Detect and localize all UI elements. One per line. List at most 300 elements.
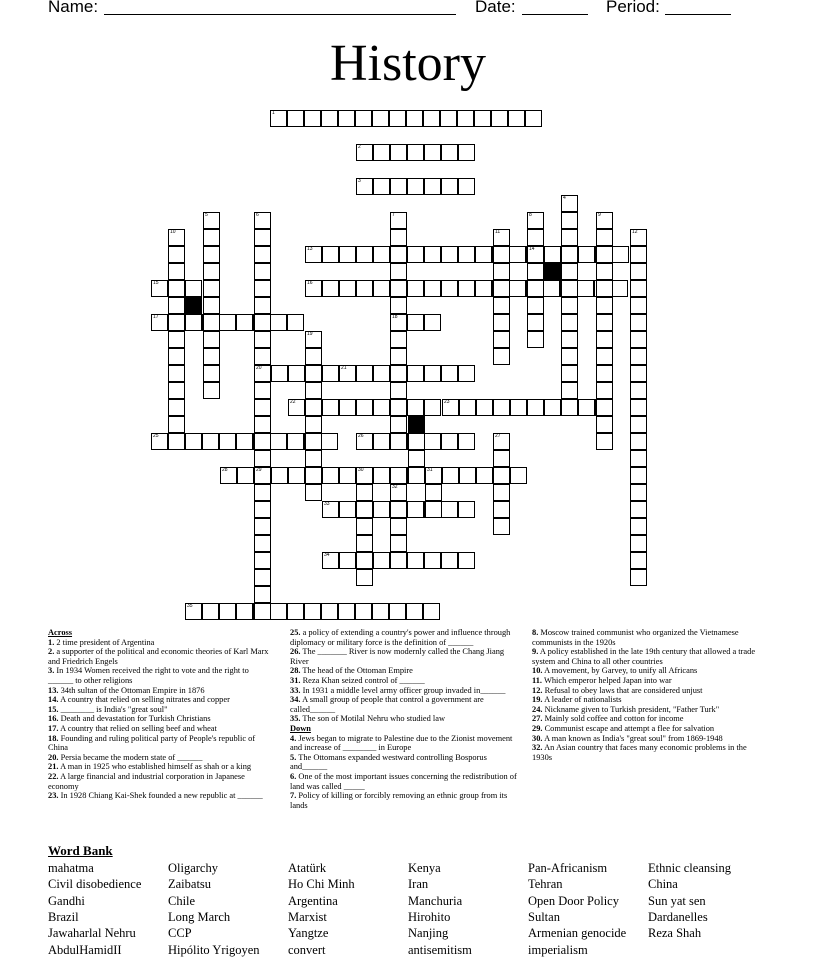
crossword-cell[interactable] (254, 348, 271, 365)
crossword-cell[interactable] (458, 280, 475, 297)
crossword-cell[interactable] (493, 331, 510, 348)
crossword-cell[interactable] (630, 552, 647, 569)
crossword-cell[interactable] (425, 484, 442, 501)
crossword-cell[interactable] (630, 297, 647, 314)
crossword-cell[interactable] (203, 229, 220, 246)
crossword-cell[interactable] (202, 603, 219, 620)
crossword-cell[interactable] (356, 433, 373, 450)
crossword-cell[interactable] (578, 399, 595, 416)
crossword-cell[interactable] (630, 399, 647, 416)
crossword-cell[interactable] (356, 535, 373, 552)
crossword-cell[interactable] (390, 416, 407, 433)
crossword-cell[interactable] (390, 144, 407, 161)
crossword-cell[interactable] (168, 280, 185, 297)
crossword-cell[interactable] (630, 535, 647, 552)
crossword-cell[interactable] (168, 416, 185, 433)
crossword-cell[interactable] (203, 382, 220, 399)
crossword-cell[interactable] (287, 433, 304, 450)
crossword-cell[interactable] (527, 280, 544, 297)
crossword-cell[interactable] (338, 603, 355, 620)
crossword-cell[interactable] (408, 433, 425, 450)
crossword-cell[interactable] (219, 603, 236, 620)
crossword-cell[interactable] (458, 178, 475, 195)
crossword-cell[interactable] (476, 399, 493, 416)
crossword-cell[interactable] (493, 263, 510, 280)
crossword-cell[interactable] (425, 467, 442, 484)
crossword-cell[interactable] (203, 212, 220, 229)
crossword-cell[interactable] (527, 297, 544, 314)
crossword-cell[interactable] (203, 365, 220, 382)
crossword-cell[interactable] (389, 110, 406, 127)
crossword-cell[interactable] (168, 297, 185, 314)
crossword-cell[interactable] (493, 280, 510, 297)
crossword-cell[interactable] (491, 110, 508, 127)
crossword-cell[interactable] (390, 365, 407, 382)
crossword-cell[interactable] (356, 246, 373, 263)
crossword-cell[interactable] (441, 178, 458, 195)
crossword-cell[interactable] (509, 246, 526, 263)
crossword-cell[interactable] (389, 603, 406, 620)
crossword-cell[interactable] (151, 314, 168, 331)
crossword-cell[interactable] (424, 246, 441, 263)
crossword-cell[interactable] (510, 399, 527, 416)
crossword-cell[interactable] (561, 399, 578, 416)
crossword-cell[interactable] (561, 263, 578, 280)
crossword-cell[interactable] (561, 229, 578, 246)
crossword-cell[interactable] (355, 603, 372, 620)
crossword-cell[interactable] (339, 365, 356, 382)
crossword-cell[interactable] (407, 280, 424, 297)
crossword-cell[interactable] (168, 399, 185, 416)
crossword-cell[interactable] (356, 501, 373, 518)
crossword-cell[interactable] (424, 433, 441, 450)
crossword-cell[interactable] (474, 110, 491, 127)
crossword-cell[interactable] (596, 280, 613, 297)
crossword-cell[interactable] (406, 110, 423, 127)
crossword-cell[interactable] (390, 263, 407, 280)
crossword-cell[interactable] (339, 467, 356, 484)
crossword-cell[interactable] (544, 246, 561, 263)
crossword-cell[interactable] (373, 501, 390, 518)
crossword-cell[interactable] (458, 246, 475, 263)
crossword-cell[interactable] (425, 501, 442, 518)
crossword-cell[interactable] (338, 110, 355, 127)
crossword-cell[interactable] (441, 433, 458, 450)
crossword-cell[interactable] (475, 246, 492, 263)
crossword-cell[interactable] (270, 314, 287, 331)
crossword-cell[interactable] (254, 246, 271, 263)
crossword-cell[interactable] (254, 484, 271, 501)
crossword-cell[interactable] (288, 399, 305, 416)
crossword-cell[interactable] (236, 314, 253, 331)
crossword-cell[interactable] (630, 484, 647, 501)
crossword-cell[interactable] (254, 382, 271, 399)
crossword-cell[interactable] (254, 518, 271, 535)
crossword-cell[interactable] (372, 110, 389, 127)
crossword-cell[interactable] (424, 552, 441, 569)
crossword-cell[interactable] (630, 314, 647, 331)
crossword-cell[interactable] (441, 552, 458, 569)
crossword-cell[interactable] (390, 535, 407, 552)
crossword-cell[interactable] (390, 484, 407, 501)
crossword-cell[interactable] (270, 433, 287, 450)
crossword-cell[interactable] (630, 365, 647, 382)
crossword-cell[interactable] (407, 246, 424, 263)
crossword-cell[interactable] (493, 348, 510, 365)
crossword-cell[interactable] (561, 246, 578, 263)
crossword-cell[interactable] (372, 603, 389, 620)
crossword-cell[interactable] (476, 467, 493, 484)
crossword-cell[interactable] (407, 399, 424, 416)
crossword-cell[interactable] (356, 569, 373, 586)
crossword-cell[interactable] (254, 399, 271, 416)
crossword-cell[interactable] (373, 144, 390, 161)
crossword-cell[interactable] (527, 246, 544, 263)
crossword-cell[interactable] (254, 212, 271, 229)
crossword-cell[interactable] (458, 433, 475, 450)
crossword-cell[interactable] (561, 331, 578, 348)
crossword-cell[interactable] (168, 314, 185, 331)
crossword-cell[interactable] (390, 229, 407, 246)
crossword-cell[interactable] (254, 467, 271, 484)
crossword-cell[interactable] (254, 450, 271, 467)
crossword-cell[interactable] (408, 450, 425, 467)
crossword-cell[interactable] (185, 433, 202, 450)
crossword-cell[interactable] (424, 399, 441, 416)
crossword-cell[interactable] (373, 365, 390, 382)
crossword-cell[interactable] (527, 331, 544, 348)
crossword-cell[interactable] (168, 365, 185, 382)
crossword-cell[interactable] (596, 314, 613, 331)
crossword-cell[interactable] (203, 280, 220, 297)
crossword-cell[interactable] (390, 348, 407, 365)
crossword-cell[interactable] (373, 246, 390, 263)
crossword-cell[interactable] (630, 569, 647, 586)
crossword-cell[interactable] (630, 382, 647, 399)
crossword-cell[interactable] (527, 229, 544, 246)
crossword-cell[interactable] (441, 144, 458, 161)
crossword-cell[interactable] (185, 280, 202, 297)
crossword-cell[interactable] (254, 603, 271, 620)
crossword-cell[interactable] (373, 399, 390, 416)
crossword-cell[interactable] (168, 263, 185, 280)
crossword-cell[interactable] (407, 314, 424, 331)
crossword-cell[interactable] (596, 348, 613, 365)
crossword-cell[interactable] (611, 280, 628, 297)
crossword-cell[interactable] (441, 501, 458, 518)
crossword-cell[interactable] (355, 110, 372, 127)
crossword-cell[interactable] (390, 399, 407, 416)
crossword-cell[interactable] (508, 110, 525, 127)
crossword-cell[interactable] (596, 382, 613, 399)
crossword-cell[interactable] (322, 365, 339, 382)
crossword-cell[interactable] (185, 314, 202, 331)
crossword-cell[interactable] (254, 586, 271, 603)
crossword-cell[interactable] (373, 433, 390, 450)
crossword-cell[interactable] (630, 467, 647, 484)
crossword-cell[interactable] (424, 178, 441, 195)
crossword-cell[interactable] (493, 450, 510, 467)
crossword-cell[interactable] (219, 433, 236, 450)
crossword-cell[interactable] (424, 365, 441, 382)
crossword-cell[interactable] (236, 603, 253, 620)
crossword-cell[interactable] (339, 280, 356, 297)
crossword-cell[interactable] (577, 280, 594, 297)
crossword-cell[interactable] (373, 467, 390, 484)
crossword-cell[interactable] (561, 365, 578, 382)
crossword-cell[interactable] (407, 501, 424, 518)
crossword-cell[interactable] (185, 603, 202, 620)
crossword-cell[interactable] (596, 229, 613, 246)
crossword-cell[interactable] (527, 263, 544, 280)
crossword-cell[interactable] (407, 178, 424, 195)
crossword-cell[interactable] (493, 467, 510, 484)
crossword-cell[interactable] (305, 450, 322, 467)
crossword-cell[interactable] (561, 297, 578, 314)
crossword-cell[interactable] (390, 382, 407, 399)
crossword-cell[interactable] (321, 110, 338, 127)
crossword-cell[interactable] (304, 603, 321, 620)
crossword-cell[interactable] (441, 365, 458, 382)
crossword-cell[interactable] (561, 382, 578, 399)
crossword-cell[interactable] (254, 331, 271, 348)
crossword-cell[interactable] (630, 229, 647, 246)
crossword-cell[interactable] (254, 569, 271, 586)
crossword-cell[interactable] (236, 433, 253, 450)
crossword-cell[interactable] (305, 246, 322, 263)
crossword-cell[interactable] (304, 110, 321, 127)
crossword-cell[interactable] (305, 348, 322, 365)
crossword-cell[interactable] (493, 314, 510, 331)
crossword-cell[interactable] (493, 484, 510, 501)
crossword-cell[interactable] (305, 331, 322, 348)
crossword-cell[interactable] (254, 229, 271, 246)
crossword-cell[interactable] (424, 144, 441, 161)
crossword-cell[interactable] (527, 314, 544, 331)
crossword-cell[interactable] (457, 110, 474, 127)
crossword-cell[interactable] (305, 382, 322, 399)
crossword-cell[interactable] (203, 297, 220, 314)
crossword-cell[interactable] (219, 314, 236, 331)
crossword-cell[interactable] (596, 433, 613, 450)
crossword-cell[interactable] (339, 246, 356, 263)
crossword-cell[interactable] (509, 280, 526, 297)
crossword-cell[interactable] (510, 467, 527, 484)
crossword-cell[interactable] (630, 263, 647, 280)
crossword-cell[interactable] (254, 263, 271, 280)
crossword-cell[interactable] (630, 416, 647, 433)
crossword-cell[interactable] (203, 348, 220, 365)
crossword-cell[interactable] (305, 399, 322, 416)
crossword-cell[interactable] (203, 246, 220, 263)
crossword-cell[interactable] (475, 280, 492, 297)
crossword-cell[interactable] (424, 314, 441, 331)
crossword-cell[interactable] (390, 331, 407, 348)
crossword-cell[interactable] (356, 552, 373, 569)
crossword-cell[interactable] (407, 552, 424, 569)
crossword-cell[interactable] (493, 229, 510, 246)
crossword-cell[interactable] (596, 212, 613, 229)
crossword-cell[interactable] (288, 365, 305, 382)
crossword-cell[interactable] (442, 399, 459, 416)
crossword-cell[interactable] (408, 467, 425, 484)
crossword-cell[interactable] (339, 552, 356, 569)
crossword-cell[interactable] (493, 246, 510, 263)
crossword-cell[interactable] (630, 433, 647, 450)
crossword-cell[interactable] (493, 501, 510, 518)
crossword-cell[interactable] (305, 365, 322, 382)
crossword-cell[interactable] (561, 314, 578, 331)
crossword-cell[interactable] (305, 280, 322, 297)
crossword-cell[interactable] (305, 433, 322, 450)
crossword-cell[interactable] (390, 246, 407, 263)
crossword-cell[interactable] (168, 229, 185, 246)
crossword-cell[interactable] (390, 552, 407, 569)
crossword-cell[interactable] (423, 110, 440, 127)
crossword-cell[interactable] (493, 518, 510, 535)
crossword-cell[interactable] (525, 110, 542, 127)
crossword-cell[interactable] (203, 263, 220, 280)
crossword-cell[interactable] (596, 365, 613, 382)
crossword-cell[interactable] (373, 552, 390, 569)
crossword-cell[interactable] (423, 603, 440, 620)
crossword-cell[interactable] (458, 501, 475, 518)
crossword-cell[interactable] (561, 195, 578, 212)
crossword-cell[interactable] (527, 399, 544, 416)
crossword-cell[interactable] (544, 399, 561, 416)
crossword-cell[interactable] (458, 552, 475, 569)
crossword-cell[interactable] (287, 314, 304, 331)
crossword-cell[interactable] (356, 365, 373, 382)
crossword-cell[interactable] (271, 365, 288, 382)
crossword-cell[interactable] (459, 467, 476, 484)
crossword-cell[interactable] (322, 280, 339, 297)
crossword-cell[interactable] (596, 297, 613, 314)
crossword-cell[interactable] (390, 433, 407, 450)
crossword-cell[interactable] (630, 348, 647, 365)
crossword-cell[interactable] (168, 433, 185, 450)
crossword-cell[interactable] (168, 348, 185, 365)
crossword-cell[interactable] (168, 382, 185, 399)
crossword-cell[interactable] (254, 280, 271, 297)
crossword-cell[interactable] (630, 501, 647, 518)
crossword-cell[interactable] (339, 501, 356, 518)
crossword-cell[interactable] (202, 433, 219, 450)
crossword-cell[interactable] (254, 433, 271, 450)
crossword-cell[interactable] (561, 348, 578, 365)
crossword-cell[interactable] (254, 314, 271, 331)
crossword-cell[interactable] (373, 280, 390, 297)
crossword-cell[interactable] (390, 518, 407, 535)
crossword-cell[interactable] (322, 246, 339, 263)
crossword-cell[interactable] (151, 280, 168, 297)
crossword-cell[interactable] (373, 178, 390, 195)
crossword-cell[interactable] (459, 399, 476, 416)
crossword-cell[interactable] (168, 331, 185, 348)
crossword-cell[interactable] (561, 212, 578, 229)
crossword-cell[interactable] (596, 331, 613, 348)
crossword-cell[interactable] (271, 467, 288, 484)
crossword-cell[interactable] (390, 467, 407, 484)
crossword-cell[interactable] (151, 433, 168, 450)
crossword-cell[interactable] (527, 212, 544, 229)
crossword-cell[interactable] (168, 246, 185, 263)
crossword-cell[interactable] (596, 263, 613, 280)
crossword-cell[interactable] (630, 518, 647, 535)
crossword-cell[interactable] (270, 603, 287, 620)
crossword-cell[interactable] (356, 518, 373, 535)
crossword-cell[interactable] (220, 467, 237, 484)
crossword-cell[interactable] (270, 110, 287, 127)
crossword-cell[interactable] (390, 314, 407, 331)
crossword-cell[interactable] (339, 399, 356, 416)
crossword-cell[interactable] (441, 280, 458, 297)
crossword-cell[interactable] (322, 467, 339, 484)
crossword-cell[interactable] (287, 603, 304, 620)
crossword-cell[interactable] (440, 110, 457, 127)
crossword-cell[interactable] (356, 467, 373, 484)
crossword-cell[interactable] (493, 399, 510, 416)
crossword-cell[interactable] (390, 178, 407, 195)
crossword-cell[interactable] (406, 603, 423, 620)
crossword-cell[interactable] (254, 501, 271, 518)
crossword-cell[interactable] (287, 110, 304, 127)
crossword-cell[interactable] (356, 280, 373, 297)
crossword-cell[interactable] (254, 535, 271, 552)
crossword-cell[interactable] (254, 297, 271, 314)
crossword-cell[interactable] (442, 467, 459, 484)
crossword-cell[interactable] (321, 603, 338, 620)
crossword-cell[interactable] (321, 433, 338, 450)
crossword-cell[interactable] (596, 399, 613, 416)
crossword-cell[interactable] (543, 280, 560, 297)
crossword-cell[interactable] (458, 365, 475, 382)
crossword-cell[interactable] (390, 501, 407, 518)
crossword-cell[interactable] (356, 144, 373, 161)
crossword-cell[interactable] (203, 314, 220, 331)
crossword-cell[interactable] (630, 280, 647, 297)
crossword-cell[interactable] (578, 246, 595, 263)
crossword-cell[interactable] (390, 297, 407, 314)
crossword-cell[interactable] (322, 552, 339, 569)
crossword-cell[interactable] (612, 246, 629, 263)
crossword-cell[interactable] (356, 178, 373, 195)
crossword-cell[interactable] (305, 484, 322, 501)
crossword-cell[interactable] (407, 365, 424, 382)
crossword-cell[interactable] (322, 501, 339, 518)
crossword-cell[interactable] (305, 467, 322, 484)
crossword-cell[interactable] (407, 144, 424, 161)
crossword-cell[interactable] (596, 246, 613, 263)
crossword-cell[interactable] (254, 416, 271, 433)
crossword-cell[interactable] (441, 246, 458, 263)
crossword-cell[interactable] (254, 552, 271, 569)
crossword-cell[interactable] (288, 467, 305, 484)
crossword-cell[interactable] (493, 433, 510, 450)
crossword-cell[interactable] (561, 280, 578, 297)
crossword-cell[interactable] (630, 331, 647, 348)
crossword-cell[interactable] (458, 144, 475, 161)
crossword-cell[interactable] (322, 399, 339, 416)
crossword-cell[interactable] (254, 365, 271, 382)
crossword-cell[interactable] (203, 331, 220, 348)
crossword-cell[interactable] (424, 280, 441, 297)
crossword-cell[interactable] (630, 246, 647, 263)
crossword-cell[interactable] (493, 297, 510, 314)
crossword-cell[interactable] (356, 399, 373, 416)
crossword-cell[interactable] (596, 416, 613, 433)
crossword-cell[interactable] (630, 450, 647, 467)
